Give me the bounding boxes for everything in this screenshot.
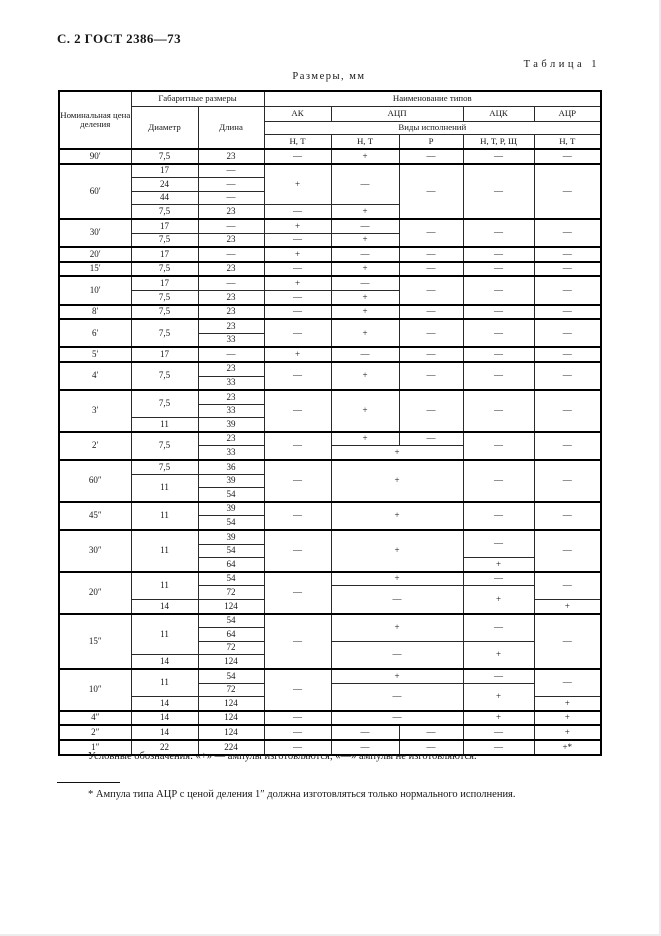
table-cell: 23: [198, 149, 264, 164]
row-label-cell: 4′: [59, 362, 131, 390]
table-cell: 23: [198, 305, 264, 320]
table-cell: 44: [131, 191, 198, 205]
row-label-cell: 20″: [59, 572, 131, 614]
table-cell: —: [399, 276, 463, 304]
execution-cell-acp-nt: Н, Т: [331, 135, 399, 150]
table-cell: 224: [198, 740, 264, 755]
table-cell: —: [463, 276, 534, 304]
table-cell: —: [264, 669, 331, 711]
col-header-length: Длина: [198, 107, 264, 150]
table-cell: 124: [198, 600, 264, 614]
row-label-cell: 1″: [59, 740, 131, 755]
table-cell: 72: [198, 641, 264, 655]
table-cell: 7,5: [131, 460, 198, 474]
table-cell: —: [399, 164, 463, 219]
table-row: [59, 149, 601, 164]
table-cell: +: [264, 276, 331, 290]
table-cell: —: [264, 502, 331, 530]
col-header-nominal: Номинальная цена деления: [59, 91, 131, 149]
table-cell: +: [264, 164, 331, 205]
table-cell: 23: [198, 432, 264, 446]
table-cell: —: [399, 362, 463, 390]
table-cell: 33: [198, 404, 264, 418]
table-cell: —: [198, 164, 264, 178]
table-cell: —: [399, 390, 463, 432]
table-cell: —: [331, 725, 399, 740]
row-label-cell: 15′: [59, 262, 131, 277]
table-cell: —: [463, 362, 534, 390]
table-cell: 14: [131, 725, 198, 740]
table-cell: +: [331, 205, 399, 219]
table-caption: Таблица 1: [523, 59, 600, 70]
table-cell: —: [463, 502, 534, 530]
table-cell: +: [331, 614, 463, 642]
table-cell: 54: [198, 516, 264, 530]
table-cell: 14: [131, 655, 198, 669]
units-caption: Размеры, мм: [292, 71, 366, 82]
table-cell: —: [463, 432, 534, 460]
table-cell: —: [399, 347, 463, 362]
col-header-type-ak: АК: [264, 107, 331, 122]
table-cell: 54: [198, 544, 264, 558]
table-cell: +: [463, 711, 534, 726]
table-cell: 7,5: [131, 290, 198, 304]
table-cell: 17: [131, 276, 198, 290]
table-row: [59, 347, 601, 362]
table-cell: —: [534, 530, 601, 572]
table-cell: —: [463, 390, 534, 432]
table-cell: —: [534, 247, 601, 262]
table-cell: 11: [131, 572, 198, 600]
table-cell: —: [264, 711, 331, 726]
table-cell: —: [331, 586, 463, 614]
table-cell: 7,5: [131, 319, 198, 347]
table-cell: 72: [198, 586, 264, 600]
table-cell: —: [264, 262, 331, 277]
table-cell: —: [534, 262, 601, 277]
footnote-text: * Ампула типа АЦР с ценой деления 1″ должна изготовляться только нормального исполнения.: [88, 789, 516, 800]
table-cell: —: [399, 262, 463, 277]
table-row: [59, 219, 601, 233]
table-cell: 23: [198, 233, 264, 247]
table-cell: —: [399, 219, 463, 247]
table-cell: —: [534, 362, 601, 390]
table-cell: 11: [131, 614, 198, 655]
table-cell: —: [331, 247, 399, 262]
table-cell: 11: [131, 418, 198, 432]
table-cell: +: [534, 725, 601, 740]
table-cell: 11: [131, 669, 198, 697]
row-label-cell: 10′: [59, 276, 131, 304]
row-label-cell: 2′: [59, 432, 131, 460]
table-cell: +: [534, 600, 601, 614]
table-cell: —: [331, 276, 399, 290]
table-cell: 54: [198, 488, 264, 502]
table-cell: —: [198, 191, 264, 205]
table-cell: 23: [198, 262, 264, 277]
table-cell: 17: [131, 219, 198, 233]
table-row: [59, 711, 601, 726]
table-cell: 23: [198, 319, 264, 333]
table-row: [59, 460, 601, 474]
table-cell: +: [331, 502, 463, 530]
table-cell: —: [463, 219, 534, 247]
table-cell: —: [399, 319, 463, 347]
table-row: [59, 247, 601, 262]
table-cell: 124: [198, 655, 264, 669]
table-cell: 124: [198, 725, 264, 740]
footnote-rule: [57, 782, 120, 783]
table-cell: 54: [198, 669, 264, 683]
table-cell: —: [463, 319, 534, 347]
table-cell: —: [534, 669, 601, 697]
table-cell: —: [399, 725, 463, 740]
table-cell: —: [534, 390, 601, 432]
row-label-cell: 4″: [59, 711, 131, 726]
table-cell: —: [198, 247, 264, 262]
table-cell: —: [331, 711, 463, 726]
execution-cell-acp-r: Р: [399, 135, 463, 150]
page-header: С. 2 ГОСТ 2386—73: [57, 31, 181, 46]
table-cell: 39: [198, 530, 264, 544]
table-cell: 54: [198, 572, 264, 586]
table-cell: 7,5: [131, 390, 198, 418]
table-cell: 39: [198, 418, 264, 432]
table-row: [59, 432, 601, 446]
table-cell: —: [264, 572, 331, 614]
table-cell: —: [463, 247, 534, 262]
row-label-cell: 3′: [59, 390, 131, 432]
table-row: [59, 262, 601, 277]
table-cell: 7,5: [131, 305, 198, 320]
row-label-cell: 30′: [59, 219, 131, 247]
row-label-cell: 45″: [59, 502, 131, 530]
table-cell: +: [331, 149, 399, 164]
table-cell: 7,5: [131, 205, 198, 219]
table-row: [59, 725, 601, 740]
row-label-cell: 30″: [59, 530, 131, 572]
table-cell: —: [534, 502, 601, 530]
table-cell: —: [399, 305, 463, 320]
table-cell: —: [264, 233, 331, 247]
table-cell: —: [399, 740, 463, 755]
table-row: [59, 669, 601, 683]
table-cell: 11: [131, 502, 198, 530]
table-cell: —: [534, 149, 601, 164]
table-cell: —: [534, 219, 601, 247]
row-label-cell: 60′: [59, 164, 131, 219]
table-cell: —: [463, 669, 534, 683]
table-row: [59, 362, 601, 376]
table-cell: —: [463, 460, 534, 502]
table-cell: —: [534, 305, 601, 320]
table-cell: —: [264, 305, 331, 320]
table-row: [59, 164, 601, 178]
table-cell: —: [399, 149, 463, 164]
table-row: [59, 614, 601, 628]
table-cell: —: [331, 219, 399, 233]
table-cell: —: [463, 614, 534, 642]
table-cell: 14: [131, 600, 198, 614]
col-header-diameter: Диаметр: [131, 107, 198, 150]
table-cell: —: [534, 276, 601, 304]
table-cell: +: [331, 290, 399, 304]
table-cell: +: [331, 530, 463, 572]
row-label-cell: 60″: [59, 460, 131, 502]
table-cell: +: [331, 362, 399, 390]
table-cell: +: [463, 641, 534, 669]
table-cell: 11: [131, 474, 198, 502]
table-cell: 36: [198, 460, 264, 474]
table-cell: +: [264, 347, 331, 362]
table-cell: —: [463, 530, 534, 558]
table-cell: —: [264, 290, 331, 304]
table-cell: —: [331, 641, 463, 669]
table-cell: —: [264, 740, 331, 755]
table-cell: +: [463, 558, 534, 572]
table-cell: —: [331, 683, 463, 711]
table-cell: 11: [131, 530, 198, 572]
table-cell: +: [463, 586, 534, 614]
table-cell: 7,5: [131, 262, 198, 277]
table-cell: +: [331, 262, 399, 277]
execution-cell-ack: Н, Т, Р, Щ: [463, 135, 534, 150]
table-cell: —: [331, 164, 399, 205]
table-cell: +*: [534, 740, 601, 755]
table-cell: —: [198, 178, 264, 192]
table-cell: +: [463, 683, 534, 711]
table-cell: 72: [198, 683, 264, 697]
execution-cell-acr: Н, Т: [534, 135, 601, 150]
row-label-cell: 5′: [59, 347, 131, 362]
table-cell: +: [331, 460, 463, 502]
col-header-type-acp: АЦП: [331, 107, 463, 122]
table-cell: —: [463, 725, 534, 740]
table-cell: 24: [131, 178, 198, 192]
table-cell: —: [264, 319, 331, 347]
table-cell: 33: [198, 333, 264, 347]
row-label-cell: 20′: [59, 247, 131, 262]
table-cell: 22: [131, 740, 198, 755]
table-row: [59, 305, 601, 320]
table-cell: 7,5: [131, 362, 198, 390]
table-cell: —: [264, 460, 331, 502]
table-cell: —: [463, 305, 534, 320]
table-cell: —: [264, 725, 331, 740]
table-cell: 39: [198, 474, 264, 488]
dimensions-table: [58, 90, 602, 756]
table-cell: —: [264, 432, 331, 460]
table-cell: 124: [198, 711, 264, 726]
header-row-groups: [59, 91, 601, 107]
table-cell: —: [534, 614, 601, 669]
table-cell: +: [264, 219, 331, 233]
table-cell: 39: [198, 502, 264, 516]
table-cell: —: [534, 572, 601, 600]
execution-cell-ak: Н, Т: [264, 135, 331, 150]
table-cell: +: [331, 233, 399, 247]
table-row: [59, 319, 601, 333]
table-cell: —: [264, 362, 331, 390]
table-cell: —: [198, 347, 264, 362]
table-cell: —: [463, 572, 534, 586]
table-cell: —: [534, 164, 601, 219]
table-cell: +: [331, 305, 399, 320]
table-cell: —: [264, 614, 331, 669]
table-cell: +: [331, 669, 463, 683]
table-cell: 33: [198, 446, 264, 460]
table-row: [59, 276, 601, 290]
row-label-cell: 10″: [59, 669, 131, 711]
table-cell: —: [264, 205, 331, 219]
table-cell: 17: [131, 164, 198, 178]
table-row: [59, 390, 601, 404]
table-cell: —: [463, 164, 534, 219]
table-cell: 33: [198, 376, 264, 390]
table-cell: +: [331, 319, 399, 347]
table-cell: —: [198, 276, 264, 290]
table-header: [59, 91, 601, 149]
table-cell: —: [399, 247, 463, 262]
table-cell: —: [264, 390, 331, 432]
table-cell: +: [264, 247, 331, 262]
table-cell: 23: [198, 390, 264, 404]
table-cell: —: [264, 530, 331, 572]
table-cell: +: [331, 572, 463, 586]
table-cell: —: [463, 149, 534, 164]
table-cell: +: [331, 446, 463, 460]
table-cell: 14: [131, 697, 198, 711]
table-cell: —: [463, 740, 534, 755]
table-cell: 64: [198, 558, 264, 572]
table-cell: —: [534, 319, 601, 347]
table-cell: 23: [198, 205, 264, 219]
table-cell: —: [331, 740, 399, 755]
table-cell: 124: [198, 697, 264, 711]
col-header-dims-group: Габаритные размеры: [131, 91, 264, 107]
col-header-executions-group: Виды исполнений: [264, 122, 601, 135]
table-cell: 7,5: [131, 149, 198, 164]
header-row-types: [59, 107, 601, 122]
table-cell: 23: [198, 290, 264, 304]
table-cell: —: [399, 432, 463, 446]
row-label-cell: 2″: [59, 725, 131, 740]
table-cell: 7,5: [131, 233, 198, 247]
table-cell: +: [331, 390, 399, 432]
table-cell: 7,5: [131, 432, 198, 460]
table-cell: —: [463, 262, 534, 277]
legend-text: Условные обозначения: «+» — ампулы изготовляются; «—» ампулы не изготовляются.: [88, 751, 477, 762]
table-cell: 23: [198, 362, 264, 376]
table-row: [59, 572, 601, 586]
table-cell: —: [534, 347, 601, 362]
table-cell: —: [198, 219, 264, 233]
table-cell: 64: [198, 628, 264, 642]
col-header-type-ack: АЦК: [463, 107, 534, 122]
col-header-type-acr: АЦР: [534, 107, 601, 122]
row-label-cell: 8′: [59, 305, 131, 320]
table-cell: —: [534, 460, 601, 502]
table-cell: 17: [131, 347, 198, 362]
table-cell: 17: [131, 247, 198, 262]
row-label-cell: 6′: [59, 319, 131, 347]
col-header-types-group: Наименование типов: [264, 91, 601, 107]
row-label-cell: 15″: [59, 614, 131, 669]
table-cell: 54: [198, 614, 264, 628]
table-cell: +: [331, 432, 399, 446]
table-cell: —: [534, 432, 601, 460]
row-label-cell: 90′: [59, 149, 131, 164]
table-cell: —: [264, 149, 331, 164]
table-cell: +: [534, 697, 601, 711]
table-cell: —: [331, 347, 399, 362]
table-cell: +: [534, 711, 601, 726]
table-row: [59, 502, 601, 516]
table-cell: —: [463, 347, 534, 362]
table-row: [59, 530, 601, 544]
table-cell: 14: [131, 711, 198, 726]
table-body: [59, 149, 601, 755]
